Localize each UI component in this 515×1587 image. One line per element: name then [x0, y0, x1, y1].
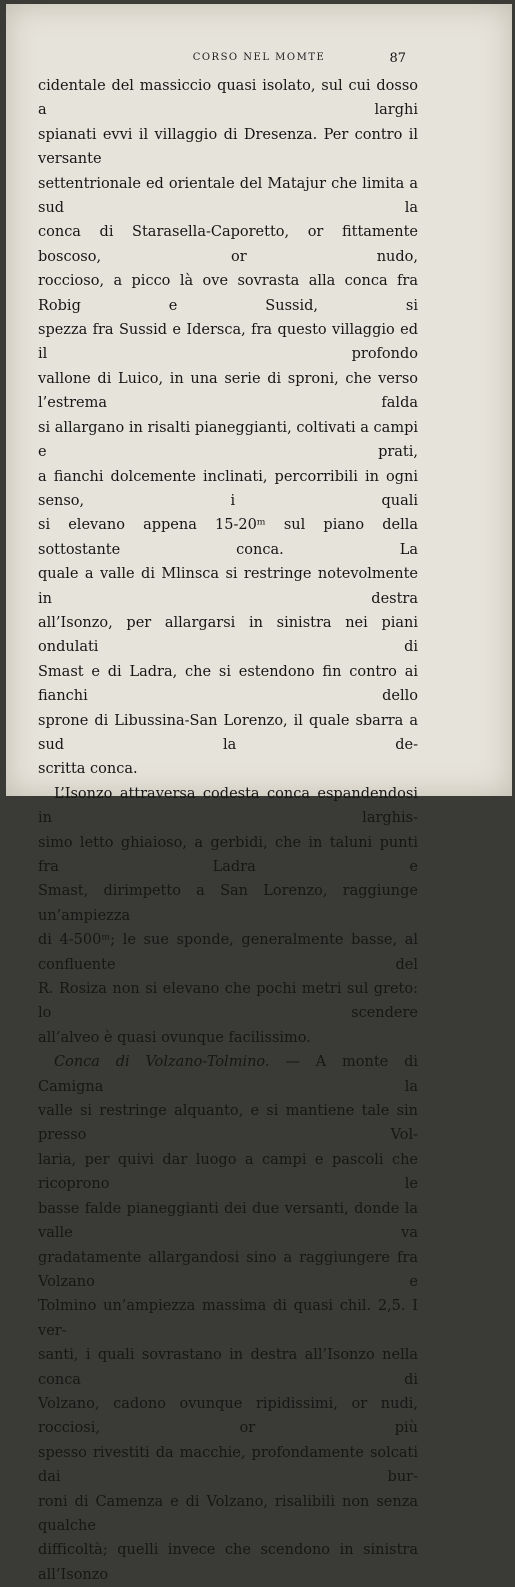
- text-line: cidentale del massiccio quasi isolato, sul cui dosso a larghi: [38, 78, 418, 119]
- text-line: spesso rivestiti da macchie, profondamente solcati dai bur-: [38, 1444, 418, 1486]
- text-line: basse falde pianeggianti dei due versanti, donde la valle va: [38, 1200, 418, 1242]
- text-line: santi, i quali sovrastano in destra all’Isonzo nella conca di: [38, 1347, 418, 1388]
- text-line: spianati evvi il villaggio di Dresenza. Per contro il versante: [38, 126, 418, 168]
- text-line-rest: — A monte di Camigna la: [38, 1054, 418, 1095]
- text-line: all’alveo è quasi ovunque facilissimo.: [38, 1029, 311, 1046]
- text-line: valle si restringe alquanto, e si mantiene tale sin presso Vol-: [38, 1103, 418, 1144]
- section-heading: Conca di Volzano-Tolmino.: [54, 1054, 270, 1071]
- text-line: sprone di Libussina-San Lorenzo, il quale sbarra a sud la de-: [38, 712, 418, 753]
- text-line: si elevano appena 15-20ᵐ sul piano della sottostante conca. La: [38, 517, 418, 558]
- text-line: roni di Camenza e di Volzano, risalibili non senza qualche: [38, 1493, 418, 1534]
- text-line: [38, 1050, 418, 1099]
- text-line: quale a valle di Mlinsca si restringe notevolmente in destra: [38, 566, 418, 607]
- text-line: R. Rosiza non si elevano che pochi metri sul greto: lo scendere: [38, 981, 418, 1022]
- text-line: gradatamente allargandosi sino a raggiungere fra Volzano e: [38, 1249, 418, 1290]
- text-line: all’Isonzo, per allargarsi in sinistra nei piani ondulati di: [38, 614, 418, 656]
- text-line: spezza fra Sussid e Idersca, fra questo villaggio ed il profondo: [38, 322, 418, 363]
- text-line: Tolmino un’ampiezza massima di quasi chil. 2,5. I ver-: [38, 1298, 418, 1339]
- text-line: Smast, dirimpetto a San Lorenzo, raggiunge un’ampiezza: [38, 883, 418, 924]
- text-line: settentrionale ed orientale del Matajur che limita a sud la: [38, 175, 418, 217]
- text-line: roccioso, a picco là ove sovrasta alla conca fra Robig e Sussid, si: [38, 273, 418, 314]
- running-head: CORSO NEL MOMTE: [192, 52, 326, 63]
- book-page: [6, 4, 512, 1583]
- text-line: vallone di Luico, in una serie di sproni, che verso l’estrema falda: [38, 370, 418, 412]
- text-line: laria, per quivi dar luogo a campi e pascoli che ricoprono le: [38, 1151, 418, 1193]
- page-number: 87: [389, 51, 406, 66]
- text-line: difficoltà; quelli invece che scendono in sinistra all’Isonzo: [38, 1542, 418, 1583]
- text-line: conca di Starasella-Caporetto, or fittamente boscoso, or nudo,: [38, 224, 418, 265]
- text-line: Volzano, cadono ovunque ripidissimi, or nudi, rocciosi, or più: [38, 1395, 418, 1437]
- text-line: Smast e di Ladra, che si estendono fin contro ai fianchi dello: [38, 663, 418, 705]
- text-line: simo letto ghiaioso, a gerbidi, che in taluni punti fra Ladra e: [38, 834, 418, 875]
- body-text: [38, 74, 418, 1587]
- text-line: scritta conca.: [38, 761, 138, 778]
- text-line: L’Isonzo attraversa codesta conca espandendosi in larghis-: [38, 785, 418, 827]
- text-line: a fianchi dolcemente inclinati, percorribili in ogni senso, i quali: [38, 468, 418, 509]
- page-header: [6, 52, 512, 72]
- text-line: si allargano in risalti pianeggianti, coltivati a campi e prati,: [38, 419, 418, 461]
- text-line: di 4-500ᵐ; le sue sponde, generalmente basse, al confluente del: [38, 932, 418, 973]
